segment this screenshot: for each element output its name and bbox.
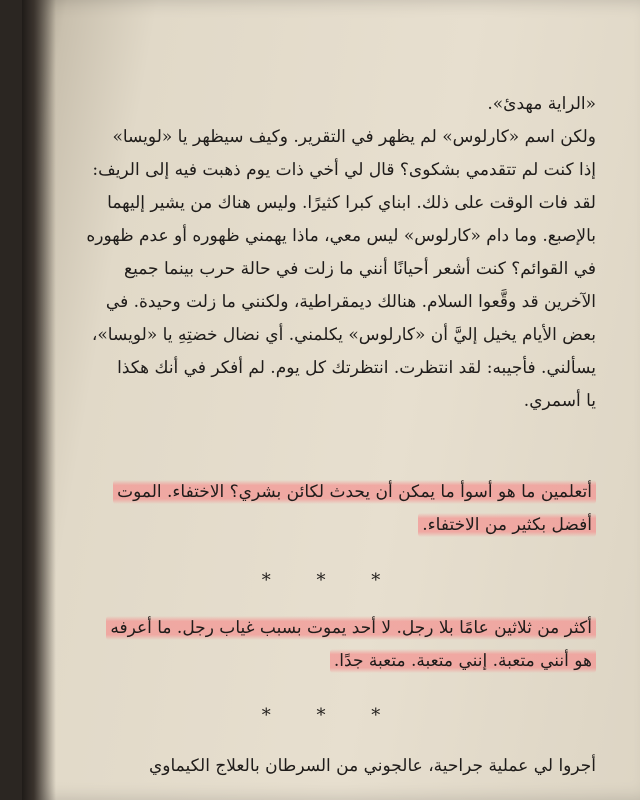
paragraph-line: ولكن اسم «كارلوس» لم يظهر في التقرير. وكيف سيظهر يا «لويسا»	[112, 127, 596, 147]
highlight-mark: هو أنني متعبة. إنني متعبة. متعبة جدًا.	[330, 649, 596, 673]
book-page	[22, 0, 640, 800]
section-separator-1: * * *	[261, 570, 401, 591]
paragraph-line: الآخرين قد وقَّعوا السلام. هنالك ديمقراطية، ولكنني ما زلت وحيدة. في	[105, 292, 596, 312]
highlighted-line	[76, 509, 596, 542]
highlighted-line	[76, 645, 596, 678]
book-gutter-shadow	[22, 0, 56, 800]
paragraph-line: في القوائم؟ كنت أشعر أحيانًا أنني ما زلت في حالة حرب بينما جميع	[124, 259, 596, 279]
paragraph-line: أجروا لي عملية جراحية، عالجوني من السرطان بالعلاج الكيماوي	[148, 756, 596, 776]
paragraph-line: لقد فات الوقت على ذلك. ابناي كبرا كثيرًا. وليس هناك من يشير إليهما	[107, 193, 596, 213]
highlight-mark: أكثر من ثلاثين عامًا بلا رجل. لا أحد يموت بسبب غياب رجل. ما أعرفه	[106, 616, 596, 640]
paragraph-line: «الراية مهدئ».	[487, 94, 596, 114]
highlighted-passage-1	[76, 476, 596, 542]
paragraph-2	[76, 750, 596, 783]
paragraph-line: إذا كنت لم تتقدمي بشكوى؟ قال لي أخي ذات يوم ذهبت فيه إلى الريف:	[92, 160, 596, 180]
section-separator-2: * * *	[261, 705, 401, 726]
paragraph-line: بعض الأيام يخيل إليَّ أن «كارلوس» يكلمني. أي نضال خضتِهِ يا «لويسا»،	[91, 325, 596, 345]
paragraph-1	[76, 88, 596, 418]
highlighted-line	[76, 476, 596, 509]
highlight-mark: أتعلمين ما هو أسوأ ما يمكن أن يحدث لكائن بشري؟ الاختفاء. الموت	[113, 480, 596, 504]
highlight-mark: أفضل بكثير من الاختفاء.	[418, 513, 596, 537]
paragraph-line: يا أسمري.	[523, 391, 596, 411]
highlighted-passage-2	[76, 612, 596, 678]
paragraph-line: بالإصبع. وما دام «كارلوس» ليس معي، ماذا يهمني ظهوره أو عدم ظهوره	[86, 226, 596, 246]
paragraph-line: يسألني. فأجيبه: لقد انتظرت. انتظرتك كل يوم. لم أفكر في أنك هكذا	[117, 358, 596, 378]
highlighted-line	[76, 612, 596, 645]
